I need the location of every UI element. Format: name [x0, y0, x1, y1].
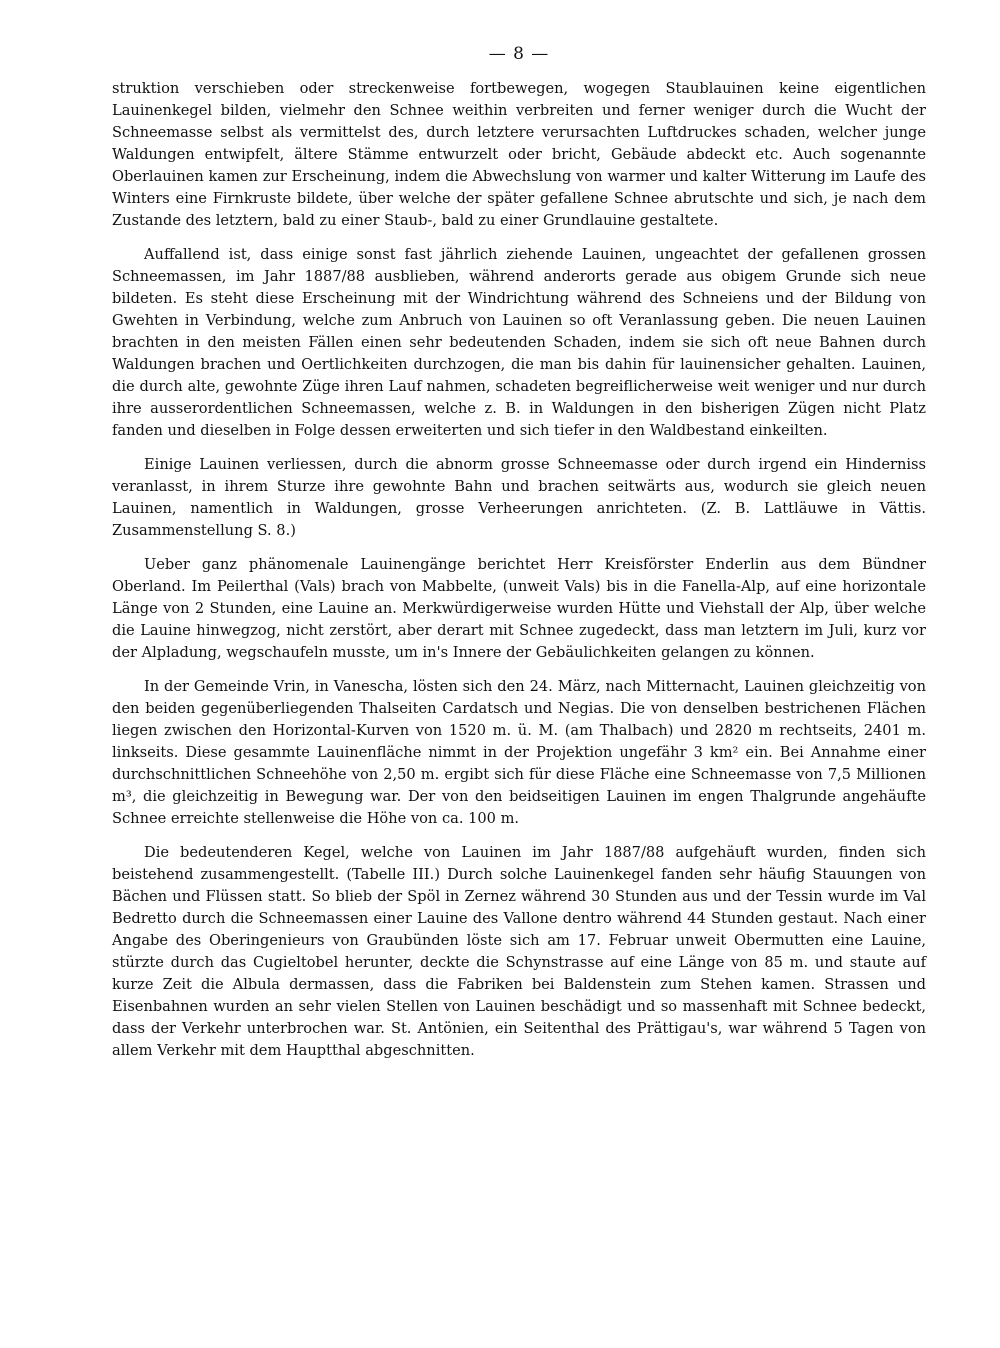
- paragraph-1: struktion verschieben oder streckenweise fortbewegen, wogegen Staublauinen keine eigentlichen Lauinenkegel bilden, vielmehr den Schnee weithin verbreiten und ferner weniger durch die Wucht der Schneemasse selbst als vermittelst des, durch letztere verursachten Luftdruckes schaden, welcher junge Waldungen entwipfelt, ältere Stämme entwurzelt oder bricht, Gebäude abdeckt etc. Auch sogenannte Oberlauinen kamen zur Erscheinung, indem die Abwechslung von warmer und kalter Witterung im Laufe des Winters eine Firnkruste bildete, über welche der später gefallene Schnee abrutschte und sich, je nach dem Zustande des letztern, bald zu einer Staub-, bald zu einer Grundlauine gestaltete.: [112, 80, 926, 229]
- paragraph-6: Die bedeutenderen Kegel, welche von Lauinen im Jahr 1887/88 aufgehäuft wurden, finden sich beistehend zusammengestellt. (Tabelle III.) Durch solche Lauinenkegel fanden sehr häufig Stauungen von Bächen und Flüssen statt. So blieb der Spöl in Zernez während 30 Stunden aus und der Tessin wurde im Val Bedretto durch die Schneemassen einer Lauine des Vallone dentro während 44 Stunden gestaut. Nach einer Angabe des Oberingenieurs von Graubünden löste sich am 17. Februar unweit Obermutten eine Lauine, stürzte durch das Cugieltobel herunter, deckte die Schynstrasse auf eine Länge von 85 m. und staute auf kurze Zeit die Albula dermassen, dass die Fabriken bei Baldenstein zum Stehen kamen. Strassen und Eisenbahnen wurden an sehr vielen Stellen von Lauinen beschädigt und so massenhaft mit Schnee bedeckt, dass der Verkehr unterbrochen war. St. Antönien, ein Seitenthal des Prättigau's, war während 5 Tagen von allem Verkehr mit dem Hauptthal abgeschnitten.: [112, 844, 926, 1059]
- paragraph-5: In der Gemeinde Vrin, in Vanescha, lösten sich den 24. März, nach Mitternacht, Lauinen gleichzeitig von den beiden gegenüberliegenden Thalseiten Cardatsch und Negias. Die von denselben bestrichenen Flächen liegen zwischen den Horizontal-Kurven von 1520 m. ü. M. (am Thalbach) und 2820 m rechtseits, 2401 m. linkseits. Diese gesammte Lauinenfläche nimmt in der Projektion ungefähr 3 km² ein. Bei Annahme einer durchschnittlichen Schneehöhe von 2,50 m. ergibt sich für diese Fläche eine Schneemasse von 7,5 Millionen m³, die gleichzeitig in Bewegung war. Der von den beidseitigen Lauinen im engen Thalgrunde angehäufte Schnee erreichte stellenweise die Höhe von ca. 100 m.: [112, 678, 926, 827]
- document-page: [112, 44, 926, 1074]
- paragraph-2: Auffallend ist, dass einige sonst fast jährlich ziehende Lauinen, ungeachtet der gefallenen grossen Schneemassen, im Jahr 1887/88 ausblieben, während anderorts gerade aus obigem Grunde sich neue bildeten. Es steht diese Erscheinung mit der Windrichtung während des Schneiens und der Bildung von Gwehten in Verbindung, welche zum Anbruch von Lauinen so oft Veranlassung geben. Die neuen Lauinen brachten in den meisten Fällen einen sehr bedeutenden Schaden, indem sie sich oft neue Bahnen durch Waldungen brachen und Oertlichkeiten durchzogen, die man bis dahin für lauinensicher gehalten. Lauinen, die durch alte, gewohnte Züge ihren Lauf nahmen, schadeten begreiflicherweise weit weniger und nur durch ihre ausserordentlichen Schneemassen, welche z. B. in Waldungen in den bisherigen Zügen nicht Platz fanden und dieselben in Folge dessen erweiterten und sich tiefer in den Waldbestand einkeilten.: [112, 246, 926, 439]
- page-number: — 8 —: [488, 44, 550, 64]
- paragraph-3: Einige Lauinen verliessen, durch die abnorm grosse Schneemasse oder durch irgend ein Hinderniss veranlasst, in ihrem Sturze ihre gewohnte Bahn und brachen seitwärts aus, wodurch sie gleich neuen Lauinen, namentlich in Waldungen, grosse Verheerungen anrichteten. (Z. B. Lattläuwe in Vättis. Zusammenstellung S. 8.): [112, 456, 926, 539]
- paragraph-4: Ueber ganz phänomenale Lauinengänge berichtet Herr Kreisförster Enderlin aus dem Bündner Oberland. Im Peilerthal (Vals) brach von Mabbelte, (unweit Vals) bis in die Fanella-Alp, auf eine horizontale Länge von 2 Stunden, eine Lauine an. Merkwürdigerweise wurden Hütte und Viehstall der Alp, über welche die Lauine hinwegzog, nicht zerstört, aber derart mit Schnee zugedeckt, dass man letztern im Juli, kurz vor der Alpladung, wegschaufeln musste, um in's Innere der Gebäulichkeiten gelangen zu können.: [112, 556, 926, 661]
